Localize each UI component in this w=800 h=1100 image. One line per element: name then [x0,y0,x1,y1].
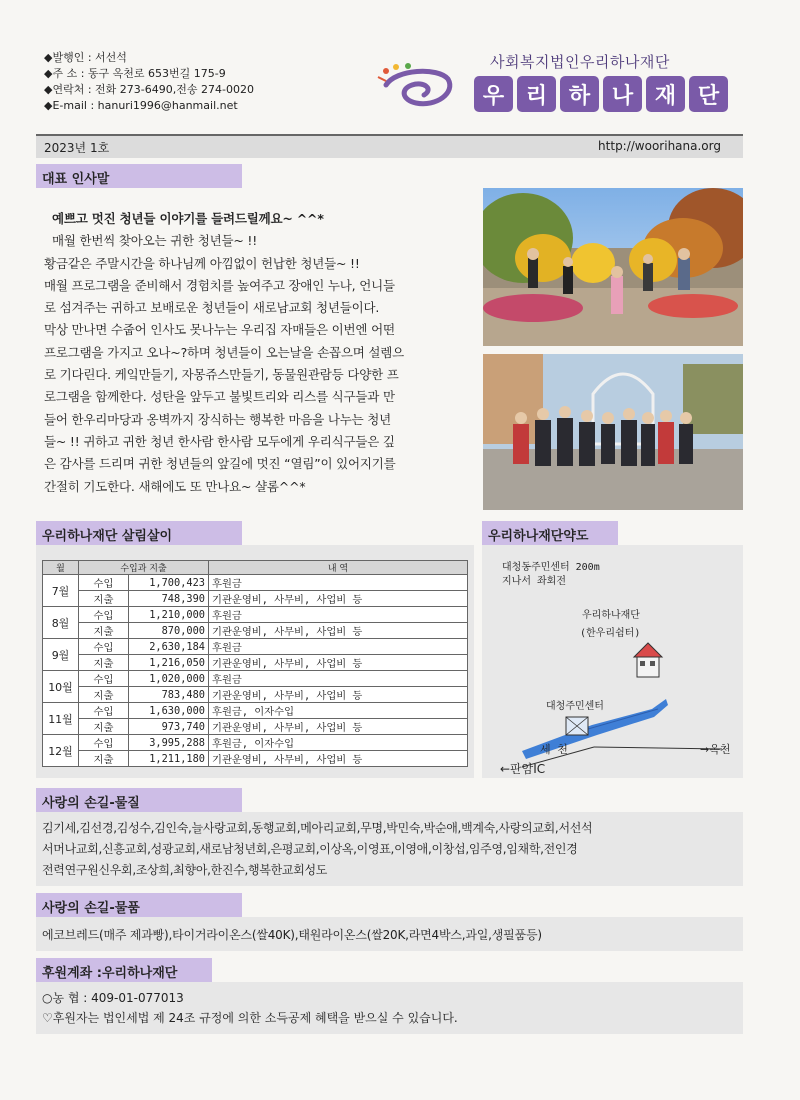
greeting-heading: 대표 인사말 [36,164,242,188]
donor-line: 전력연구원신우회,조상희,최향아,한진수,행복한교회성도 [42,863,328,877]
issue-number: 2023년 1호 [44,141,110,155]
org-name-char: 단 [689,76,728,112]
detail-cell: 후원금, 이자수입 [209,735,468,751]
address-line: ◆주 소 : 동구 옥천로 653번길 175-9 [44,67,226,80]
foundation-logo-icon [376,63,456,109]
table-row [43,719,468,735]
greeting-line: 들어 한우리마당과 옹벽까지 장식하는 행복한 마음을 나누는 청년 [44,411,392,427]
type-cell: 지출 [79,655,129,671]
greeting-line: 은 감사를 드리며 귀한 청년들의 앞길에 멋진 “열림”이 있어지기를 [44,456,396,472]
greeting-line: 막상 만나면 수줍어 인사도 못나누는 우리집 자매들은 이번엔 어떤 [44,322,395,338]
table-row [43,623,468,639]
type-cell: 수입 [79,671,129,687]
org-subtitle: 사회복지법인우리하나재단 [490,53,670,71]
column-header: 월 [43,561,79,575]
map-label-org-sub: (한우리쉼터) [580,628,641,639]
type-cell: 지출 [79,751,129,767]
map-label-org: 우리하나재단 [582,610,640,621]
greeting-line: 로 기다린다. 케잌만들기, 자몽쥬스만들기, 동물원관람등 다양한 프 [44,367,399,383]
detail-cell: 후원금 [209,607,468,623]
table-row [43,639,468,655]
map-direction-2: 지나서 좌회전 [502,576,566,587]
greeting-line: 로그램을 함께한다. 성탄을 앞두고 불빛트리와 리스를 식구들과 만 [44,389,395,405]
finance-heading: 우리하나재단 살림살이 [36,521,242,545]
greeting-line: 간절히 기도한다. 새해에도 또 만나요~ 샬롬^^* [44,478,306,494]
amount-cell: 870,000 [129,623,209,639]
goods-heading: 사랑의 손길-물품 [36,893,242,917]
table-row [43,655,468,671]
website-link[interactable]: http://woorihana.org [598,139,721,153]
greeting-line: 매월 한번씩 찾아오는 귀한 청년들~ !! [52,233,258,249]
detail-cell: 기관운영비, 사무비, 사업비 등 [209,591,468,607]
type-cell: 지출 [79,591,129,607]
greeting-title: 예쁘고 멋진 청년들 이야기를 들려드릴께요~ ^^* [52,211,324,226]
amount-cell: 2,630,184 [129,639,209,655]
amount-cell: 1,630,000 [129,703,209,719]
table-row [43,703,468,719]
publisher-line: ◆발행인 : 서선석 [44,51,127,64]
contact-line: ◆연락처 : 전화 273-6490,전송 274-0020 [44,83,254,96]
table-row [43,735,468,751]
type-cell: 수입 [79,703,129,719]
map-direction-1: 대청동주민센터 200m [502,562,600,573]
type-cell: 지출 [79,687,129,703]
goods-list: 에코브레드(매주 제과빵),타이거라이온스(쌀40K),태원라이온스(쌀20K,라면4박스,과일,생필품등) [42,928,542,942]
type-cell: 수입 [79,639,129,655]
amount-cell: 1,020,000 [129,671,209,687]
donor-line: 서머나교회,신흥교회,성광교회,새로남청년회,은평교회,이상옥,이영표,이영애,이창섭,임주영,임채학,전인경 [42,842,578,856]
table-row [43,607,468,623]
amount-cell: 973,740 [129,719,209,735]
bank-account-line: ○농 협 : 409-01-077013 [42,991,184,1005]
org-name-char: 나 [603,76,642,112]
photo-group [483,354,743,510]
table-row [43,751,468,767]
type-cell: 지출 [79,719,129,735]
month-cell: 9월 [43,639,79,671]
greeting-line: 매월 프로그램을 준비해서 경험치를 높여주고 장애인 누나, 언니들 [44,277,395,293]
finance-table-body [43,575,468,767]
column-header: 내 역 [209,561,468,575]
org-name-char: 재 [646,76,685,112]
map-label-center: 대청주민센터 [546,701,604,712]
org-name-tiles [474,76,728,112]
donor-list [42,818,742,881]
org-name-char: 하 [560,76,599,112]
detail-cell: 기관운영비, 사무비, 사업비 등 [209,623,468,639]
detail-cell: 후원금, 이자수입 [209,703,468,719]
tax-benefit-note: ♡후원자는 법인세법 제 24조 규정에 의한 소득공제 혜택을 받으실 수 있습니다. [42,1011,458,1025]
detail-cell: 후원금 [209,671,468,687]
account-info [42,988,458,1028]
greeting-line: 로 섬겨주는 귀하고 보배로운 청년들이 새로남교회 청년들이다. [44,300,380,316]
amount-cell: 783,480 [129,687,209,703]
detail-cell: 기관운영비, 사무비, 사업비 등 [209,719,468,735]
org-name-char: 우 [474,76,513,112]
map-heading: 우리하나재단약도 [482,521,618,545]
amount-cell: 1,211,180 [129,751,209,767]
detail-cell: 후원금 [209,575,468,591]
amount-cell: 3,995,288 [129,735,209,751]
detail-cell: 기관운영비, 사무비, 사업비 등 [209,687,468,703]
greeting-line: 들~ !! 귀하고 귀한 청년 한사람 한사람 모두에게 우리식구들은 깊 [44,433,395,449]
org-name-char: 리 [517,76,556,112]
detail-cell: 후원금 [209,639,468,655]
map-label-secheon: 세 천 [540,743,568,756]
table-row [43,591,468,607]
amount-cell: 1,700,423 [129,575,209,591]
table-row [43,687,468,703]
table-row [43,671,468,687]
amount-cell: 1,216,050 [129,655,209,671]
detail-cell: 기관운영비, 사무비, 사업비 등 [209,751,468,767]
column-header: 수입과 지출 [79,561,209,575]
month-cell: 12월 [43,735,79,767]
greeting-line: 황금같은 주말시간을 하나님께 아낌없이 헌납한 청년들~ !! [44,255,360,271]
publisher-info [44,50,254,114]
finance-table [42,560,468,767]
type-cell: 수입 [79,735,129,751]
table-header-row [43,561,468,575]
type-cell: 수입 [79,575,129,591]
month-cell: 10월 [43,671,79,703]
amount-cell: 748,390 [129,591,209,607]
photo-flower-garden [483,188,743,346]
month-cell: 11월 [43,703,79,735]
table-row [43,575,468,591]
type-cell: 지출 [79,623,129,639]
greeting-line: 프로그램을 가지고 오나~?하며 청년들이 오는날을 손꼽으며 설렘으 [44,344,404,360]
account-heading: 후원계좌 :우리하나재단 [36,958,212,982]
email-line: ◆E-mail : hanuri1996@hanmail.net [44,99,238,112]
type-cell: 수입 [79,607,129,623]
greeting-body [44,208,476,498]
amount-cell: 1,210,000 [129,607,209,623]
detail-cell: 기관운영비, 사무비, 사업비 등 [209,655,468,671]
donor-line: 김기세,김선경,김성수,김인숙,늘사랑교회,동행교회,메아리교회,무명,박민숙,박순애,백계숙,사랑의교회,서선석 [42,821,593,835]
issue-bar [36,134,743,158]
month-cell: 8월 [43,607,79,639]
map-label-okcheon: →옥천 [700,743,731,756]
map-label-panam: ←판암IC [500,762,546,776]
month-cell: 7월 [43,575,79,607]
donors-heading: 사랑의 손길-물질 [36,788,242,812]
